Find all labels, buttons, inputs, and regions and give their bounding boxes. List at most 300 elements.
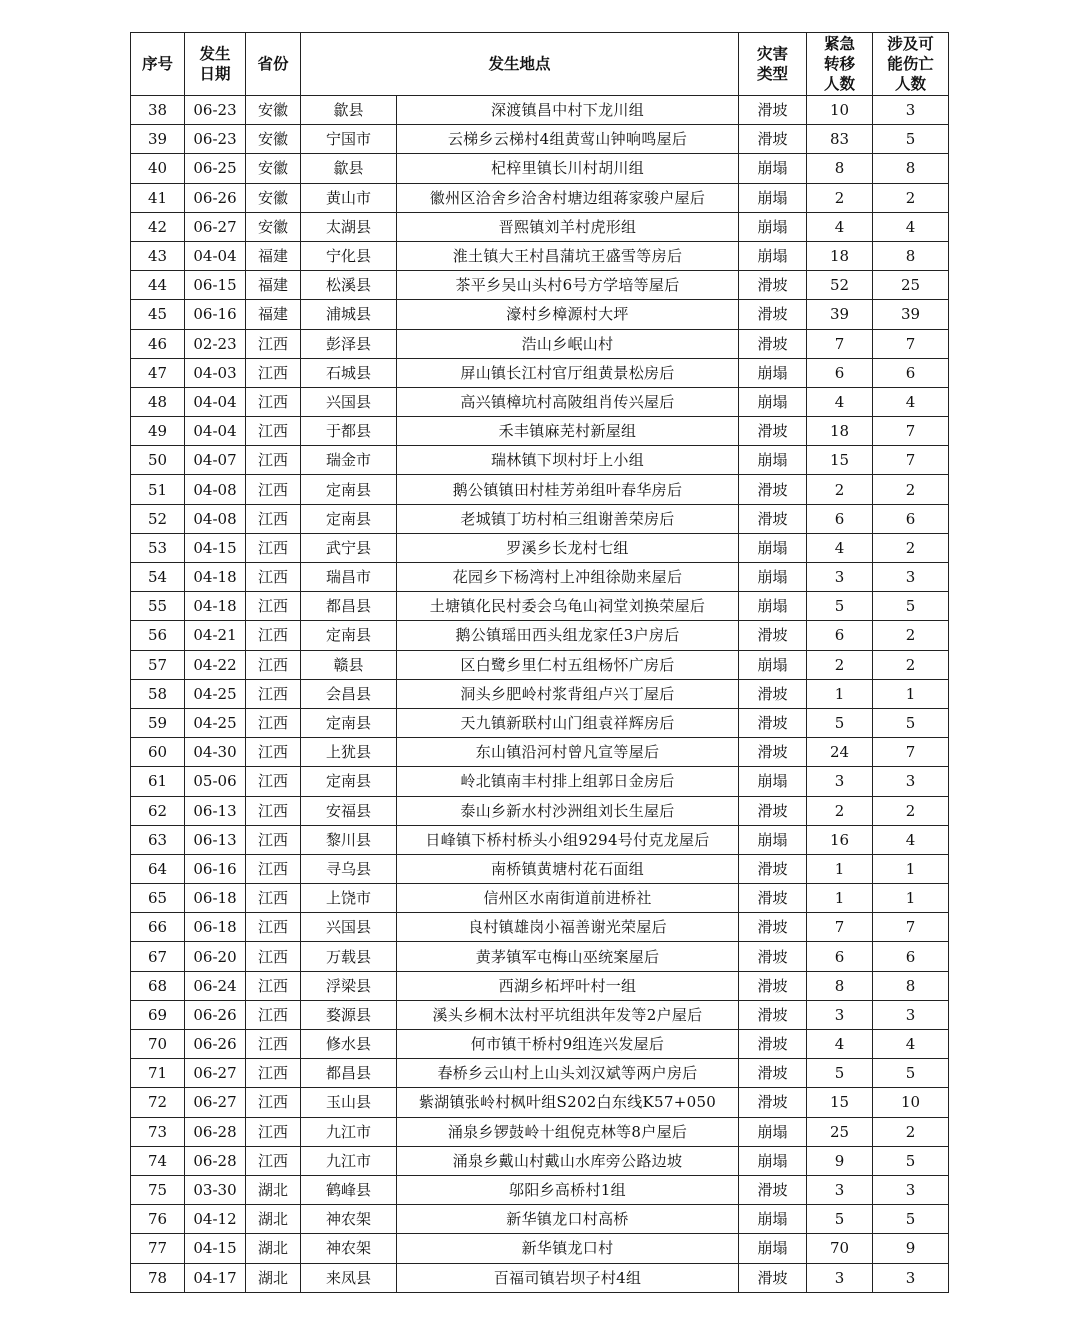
cell-county: 定南县 xyxy=(301,708,397,737)
cell-type: 崩塌 xyxy=(739,446,807,475)
cell-county: 会昌县 xyxy=(301,679,397,708)
table-row xyxy=(131,1088,949,1117)
cell-no: 64 xyxy=(131,854,185,883)
cell-place: 新华镇龙口村 xyxy=(397,1234,739,1263)
cell-casualties: 1 xyxy=(873,884,949,913)
cell-province: 江西 xyxy=(246,387,301,416)
cell-province: 安徽 xyxy=(246,125,301,154)
cell-date: 06-23 xyxy=(185,96,246,125)
cell-casualties: 2 xyxy=(873,533,949,562)
cell-date: 06-15 xyxy=(185,271,246,300)
cell-place: 屏山镇长江村官厅组黄景松房后 xyxy=(397,358,739,387)
cell-date: 06-13 xyxy=(185,796,246,825)
cell-date: 06-18 xyxy=(185,884,246,913)
cell-type: 滑坡 xyxy=(739,679,807,708)
header-date xyxy=(185,33,246,96)
cell-casualties: 10 xyxy=(873,1088,949,1117)
cell-county: 太湖县 xyxy=(301,212,397,241)
cell-province: 江西 xyxy=(246,1030,301,1059)
cell-province: 福建 xyxy=(246,241,301,270)
cell-evacuated: 4 xyxy=(807,1030,873,1059)
cell-county: 歙县 xyxy=(301,154,397,183)
table-row xyxy=(131,825,949,854)
cell-province: 安徽 xyxy=(246,212,301,241)
cell-no: 69 xyxy=(131,1000,185,1029)
cell-province: 江西 xyxy=(246,1146,301,1175)
cell-type: 崩塌 xyxy=(739,1146,807,1175)
cell-province: 江西 xyxy=(246,942,301,971)
table-row xyxy=(131,387,949,416)
cell-county: 定南县 xyxy=(301,767,397,796)
cell-date: 06-27 xyxy=(185,1088,246,1117)
table-row xyxy=(131,271,949,300)
cell-type: 崩塌 xyxy=(739,154,807,183)
cell-county: 彭泽县 xyxy=(301,329,397,358)
cell-province: 江西 xyxy=(246,329,301,358)
cell-county: 上犹县 xyxy=(301,738,397,767)
cell-date: 04-15 xyxy=(185,1234,246,1263)
cell-casualties: 2 xyxy=(873,475,949,504)
cell-province: 安徽 xyxy=(246,154,301,183)
cell-place: 鹅公镇瑶田西头组龙家任3户房后 xyxy=(397,621,739,650)
cell-county: 九江市 xyxy=(301,1117,397,1146)
cell-date: 06-13 xyxy=(185,825,246,854)
cell-date: 06-26 xyxy=(185,1000,246,1029)
cell-county: 定南县 xyxy=(301,475,397,504)
cell-no: 45 xyxy=(131,300,185,329)
cell-evacuated: 8 xyxy=(807,154,873,183)
cell-evacuated: 3 xyxy=(807,563,873,592)
cell-no: 50 xyxy=(131,446,185,475)
cell-no: 78 xyxy=(131,1263,185,1292)
table-row xyxy=(131,358,949,387)
cell-evacuated: 83 xyxy=(807,125,873,154)
cell-casualties: 5 xyxy=(873,1146,949,1175)
cell-evacuated: 25 xyxy=(807,1117,873,1146)
cell-evacuated: 8 xyxy=(807,971,873,1000)
header-location: 发生地点 xyxy=(301,33,739,96)
cell-place: 高兴镇樟坑村高陂组肖传兴屋后 xyxy=(397,387,739,416)
cell-casualties: 2 xyxy=(873,621,949,650)
table-row xyxy=(131,708,949,737)
table-row xyxy=(131,1117,949,1146)
cell-casualties: 8 xyxy=(873,154,949,183)
cell-place: 花园乡下杨湾村上冲组徐勋来屋后 xyxy=(397,563,739,592)
cell-province: 江西 xyxy=(246,884,301,913)
cell-no: 76 xyxy=(131,1205,185,1234)
cell-no: 74 xyxy=(131,1146,185,1175)
cell-evacuated: 7 xyxy=(807,329,873,358)
cell-place: 罗溪乡长龙村七组 xyxy=(397,533,739,562)
cell-date: 06-24 xyxy=(185,971,246,1000)
cell-place: 何市镇干桥村9组连兴发屋后 xyxy=(397,1030,739,1059)
cell-date: 06-23 xyxy=(185,125,246,154)
cell-province: 江西 xyxy=(246,446,301,475)
cell-evacuated: 2 xyxy=(807,650,873,679)
table-row xyxy=(131,96,949,125)
cell-no: 68 xyxy=(131,971,185,1000)
cell-date: 06-28 xyxy=(185,1146,246,1175)
cell-date: 04-30 xyxy=(185,738,246,767)
cell-date: 06-18 xyxy=(185,913,246,942)
cell-casualties: 7 xyxy=(873,913,949,942)
cell-place: 良村镇雄岗小福善谢光荣屋后 xyxy=(397,913,739,942)
cell-no: 72 xyxy=(131,1088,185,1117)
cell-type: 滑坡 xyxy=(739,1175,807,1204)
table-row xyxy=(131,241,949,270)
cell-type: 滑坡 xyxy=(739,1059,807,1088)
cell-evacuated: 4 xyxy=(807,387,873,416)
cell-no: 66 xyxy=(131,913,185,942)
cell-place: 土塘镇化民村委会乌龟山祠堂刘换荣屋后 xyxy=(397,592,739,621)
cell-place: 春桥乡云山村上山头刘汉斌等两户房后 xyxy=(397,1059,739,1088)
table-row xyxy=(131,854,949,883)
cell-province: 江西 xyxy=(246,592,301,621)
cell-type: 崩塌 xyxy=(739,241,807,270)
cell-evacuated: 5 xyxy=(807,1205,873,1234)
table-row xyxy=(131,475,949,504)
cell-type: 崩塌 xyxy=(739,592,807,621)
cell-province: 江西 xyxy=(246,1117,301,1146)
cell-county: 黎川县 xyxy=(301,825,397,854)
table-row xyxy=(131,533,949,562)
cell-type: 崩塌 xyxy=(739,767,807,796)
header-casualties-text: 涉及可 能伤亡 人数 xyxy=(887,34,934,93)
cell-place: 东山镇沿河村曾凡宣等屋后 xyxy=(397,738,739,767)
cell-casualties: 8 xyxy=(873,971,949,1000)
cell-type: 滑坡 xyxy=(739,738,807,767)
cell-casualties: 5 xyxy=(873,1059,949,1088)
cell-place: 百福司镇岩坝子村4组 xyxy=(397,1263,739,1292)
cell-province: 江西 xyxy=(246,825,301,854)
cell-county: 上饶市 xyxy=(301,884,397,913)
cell-casualties: 8 xyxy=(873,241,949,270)
header-province: 省份 xyxy=(246,33,301,96)
cell-county: 瑞昌市 xyxy=(301,563,397,592)
table-row xyxy=(131,329,949,358)
cell-date: 04-04 xyxy=(185,241,246,270)
cell-evacuated: 3 xyxy=(807,1175,873,1204)
cell-casualties: 2 xyxy=(873,1117,949,1146)
cell-county: 九江市 xyxy=(301,1146,397,1175)
cell-type: 崩塌 xyxy=(739,387,807,416)
cell-casualties: 39 xyxy=(873,300,949,329)
cell-type: 滑坡 xyxy=(739,1000,807,1029)
cell-province: 江西 xyxy=(246,650,301,679)
cell-type: 滑坡 xyxy=(739,125,807,154)
cell-evacuated: 5 xyxy=(807,592,873,621)
table-row xyxy=(131,563,949,592)
cell-place: 泰山乡新水村沙洲组刘长生屋后 xyxy=(397,796,739,825)
table-row xyxy=(131,417,949,446)
cell-no: 41 xyxy=(131,183,185,212)
cell-province: 湖北 xyxy=(246,1175,301,1204)
table-row xyxy=(131,1205,949,1234)
cell-place: 老城镇丁坊村柏三组谢善荣房后 xyxy=(397,504,739,533)
cell-no: 43 xyxy=(131,241,185,270)
cell-province: 江西 xyxy=(246,475,301,504)
cell-place: 茶平乡吴山头村6号方学培等屋后 xyxy=(397,271,739,300)
cell-no: 55 xyxy=(131,592,185,621)
table-row xyxy=(131,738,949,767)
cell-county: 寻乌县 xyxy=(301,854,397,883)
cell-province: 江西 xyxy=(246,563,301,592)
cell-no: 75 xyxy=(131,1175,185,1204)
table-row xyxy=(131,504,949,533)
cell-evacuated: 15 xyxy=(807,446,873,475)
cell-province: 江西 xyxy=(246,1088,301,1117)
header-type xyxy=(739,33,807,96)
cell-date: 04-25 xyxy=(185,679,246,708)
cell-no: 56 xyxy=(131,621,185,650)
cell-place: 鹅公镇镇田村桂芳弟组叶春华房后 xyxy=(397,475,739,504)
cell-province: 湖北 xyxy=(246,1263,301,1292)
cell-county: 定南县 xyxy=(301,621,397,650)
cell-no: 53 xyxy=(131,533,185,562)
cell-no: 46 xyxy=(131,329,185,358)
cell-place: 浩山乡岷山村 xyxy=(397,329,739,358)
cell-date: 04-15 xyxy=(185,533,246,562)
cell-date: 04-17 xyxy=(185,1263,246,1292)
cell-type: 崩塌 xyxy=(739,1205,807,1234)
cell-evacuated: 9 xyxy=(807,1146,873,1175)
cell-type: 滑坡 xyxy=(739,971,807,1000)
cell-province: 江西 xyxy=(246,796,301,825)
cell-province: 江西 xyxy=(246,504,301,533)
table-row xyxy=(131,1146,949,1175)
cell-county: 万载县 xyxy=(301,942,397,971)
cell-casualties: 25 xyxy=(873,271,949,300)
cell-type: 滑坡 xyxy=(739,1088,807,1117)
cell-county: 神农架 xyxy=(301,1205,397,1234)
cell-type: 滑坡 xyxy=(739,96,807,125)
cell-date: 04-08 xyxy=(185,504,246,533)
table-row xyxy=(131,154,949,183)
cell-type: 崩塌 xyxy=(739,563,807,592)
cell-date: 04-04 xyxy=(185,417,246,446)
cell-place: 禾丰镇麻芜村新屋组 xyxy=(397,417,739,446)
cell-evacuated: 39 xyxy=(807,300,873,329)
cell-place: 南桥镇黄塘村花石面组 xyxy=(397,854,739,883)
cell-casualties: 5 xyxy=(873,1205,949,1234)
cell-place: 涌泉乡戴山村戴山水库旁公路边坡 xyxy=(397,1146,739,1175)
cell-county: 修水县 xyxy=(301,1030,397,1059)
cell-no: 70 xyxy=(131,1030,185,1059)
cell-county: 都昌县 xyxy=(301,1059,397,1088)
cell-province: 江西 xyxy=(246,708,301,737)
cell-place: 日峰镇下桥村桥头小组9294号付克龙屋后 xyxy=(397,825,739,854)
table-row xyxy=(131,1175,949,1204)
cell-casualties: 4 xyxy=(873,387,949,416)
cell-county: 宁化县 xyxy=(301,241,397,270)
table-body xyxy=(131,96,949,1293)
disaster-table xyxy=(130,32,949,1293)
table-row xyxy=(131,796,949,825)
cell-date: 06-26 xyxy=(185,1030,246,1059)
cell-casualties: 6 xyxy=(873,358,949,387)
cell-casualties: 3 xyxy=(873,767,949,796)
cell-type: 滑坡 xyxy=(739,504,807,533)
cell-type: 崩塌 xyxy=(739,1234,807,1263)
cell-casualties: 7 xyxy=(873,738,949,767)
cell-county: 神农架 xyxy=(301,1234,397,1263)
cell-place: 徽州区洽舍乡洽舍村塘边组蒋家骏户屋后 xyxy=(397,183,739,212)
cell-place: 新华镇龙口村高桥 xyxy=(397,1205,739,1234)
header-type-text: 灾害 类型 xyxy=(757,44,789,83)
cell-casualties: 7 xyxy=(873,446,949,475)
cell-evacuated: 52 xyxy=(807,271,873,300)
cell-county: 安福县 xyxy=(301,796,397,825)
cell-type: 崩塌 xyxy=(739,650,807,679)
cell-type: 崩塌 xyxy=(739,358,807,387)
cell-province: 福建 xyxy=(246,300,301,329)
cell-type: 崩塌 xyxy=(739,212,807,241)
cell-place: 濠村乡樟源村大坪 xyxy=(397,300,739,329)
cell-evacuated: 6 xyxy=(807,358,873,387)
cell-casualties: 2 xyxy=(873,796,949,825)
table-row xyxy=(131,913,949,942)
cell-no: 44 xyxy=(131,271,185,300)
cell-date: 04-03 xyxy=(185,358,246,387)
cell-county: 浮梁县 xyxy=(301,971,397,1000)
cell-province: 江西 xyxy=(246,417,301,446)
cell-place: 杞梓里镇长川村胡川组 xyxy=(397,154,739,183)
cell-place: 岭北镇南丰村排上组郭日金房后 xyxy=(397,767,739,796)
cell-type: 滑坡 xyxy=(739,300,807,329)
cell-casualties: 3 xyxy=(873,1000,949,1029)
cell-evacuated: 6 xyxy=(807,942,873,971)
cell-date: 04-08 xyxy=(185,475,246,504)
cell-casualties: 2 xyxy=(873,183,949,212)
cell-casualties: 4 xyxy=(873,1030,949,1059)
cell-type: 滑坡 xyxy=(739,1030,807,1059)
cell-casualties: 6 xyxy=(873,942,949,971)
table-row xyxy=(131,446,949,475)
cell-province: 江西 xyxy=(246,621,301,650)
header-evacuated xyxy=(807,33,873,96)
cell-no: 51 xyxy=(131,475,185,504)
cell-date: 03-30 xyxy=(185,1175,246,1204)
cell-county: 歙县 xyxy=(301,96,397,125)
cell-evacuated: 5 xyxy=(807,708,873,737)
cell-type: 滑坡 xyxy=(739,913,807,942)
table-row xyxy=(131,125,949,154)
cell-type: 滑坡 xyxy=(739,884,807,913)
cell-evacuated: 2 xyxy=(807,183,873,212)
cell-evacuated: 6 xyxy=(807,621,873,650)
cell-county: 松溪县 xyxy=(301,271,397,300)
cell-date: 05-06 xyxy=(185,767,246,796)
table-row xyxy=(131,621,949,650)
cell-no: 63 xyxy=(131,825,185,854)
cell-casualties: 4 xyxy=(873,825,949,854)
cell-county: 武宁县 xyxy=(301,533,397,562)
cell-type: 滑坡 xyxy=(739,475,807,504)
header-evacuated-text: 紧急 转移 人数 xyxy=(824,34,856,93)
cell-casualties: 5 xyxy=(873,125,949,154)
cell-casualties: 3 xyxy=(873,1263,949,1292)
table-row xyxy=(131,300,949,329)
cell-no: 77 xyxy=(131,1234,185,1263)
table-row xyxy=(131,679,949,708)
cell-no: 58 xyxy=(131,679,185,708)
cell-county: 赣县 xyxy=(301,650,397,679)
table-row xyxy=(131,1059,949,1088)
cell-evacuated: 6 xyxy=(807,504,873,533)
cell-evacuated: 4 xyxy=(807,533,873,562)
cell-province: 安徽 xyxy=(246,183,301,212)
cell-date: 04-25 xyxy=(185,708,246,737)
table-row xyxy=(131,767,949,796)
cell-county: 鹤峰县 xyxy=(301,1175,397,1204)
cell-date: 02-23 xyxy=(185,329,246,358)
cell-no: 71 xyxy=(131,1059,185,1088)
cell-evacuated: 3 xyxy=(807,1000,873,1029)
cell-type: 崩塌 xyxy=(739,183,807,212)
cell-place: 洞头乡肥岭村浆背组卢兴丁屋后 xyxy=(397,679,739,708)
cell-date: 06-26 xyxy=(185,183,246,212)
table-row xyxy=(131,1000,949,1029)
cell-place: 深渡镇昌中村下龙川组 xyxy=(397,96,739,125)
cell-province: 江西 xyxy=(246,913,301,942)
cell-county: 宁国市 xyxy=(301,125,397,154)
cell-no: 52 xyxy=(131,504,185,533)
cell-evacuated: 2 xyxy=(807,475,873,504)
cell-province: 湖北 xyxy=(246,1234,301,1263)
cell-date: 04-18 xyxy=(185,592,246,621)
cell-type: 滑坡 xyxy=(739,854,807,883)
cell-date: 06-27 xyxy=(185,212,246,241)
cell-evacuated: 3 xyxy=(807,767,873,796)
cell-no: 60 xyxy=(131,738,185,767)
cell-date: 04-04 xyxy=(185,387,246,416)
cell-type: 滑坡 xyxy=(739,796,807,825)
cell-province: 江西 xyxy=(246,358,301,387)
header-casualties xyxy=(873,33,949,96)
table-row xyxy=(131,1030,949,1059)
cell-county: 都昌县 xyxy=(301,592,397,621)
cell-date: 06-20 xyxy=(185,942,246,971)
cell-place: 紫湖镇张岭村枫叶组S202白东线K57+050 xyxy=(397,1088,739,1117)
cell-county: 兴国县 xyxy=(301,387,397,416)
table-row xyxy=(131,1263,949,1292)
cell-type: 滑坡 xyxy=(739,708,807,737)
cell-casualties: 6 xyxy=(873,504,949,533)
cell-evacuated: 70 xyxy=(807,1234,873,1263)
table-row xyxy=(131,1234,949,1263)
cell-casualties: 1 xyxy=(873,679,949,708)
cell-place: 云梯乡云梯村4组黄莺山钟响鸣屋后 xyxy=(397,125,739,154)
cell-no: 49 xyxy=(131,417,185,446)
cell-casualties: 4 xyxy=(873,212,949,241)
cell-type: 滑坡 xyxy=(739,417,807,446)
cell-county: 来凤县 xyxy=(301,1263,397,1292)
header-date-text: 发生 日期 xyxy=(199,44,231,83)
cell-no: 65 xyxy=(131,884,185,913)
table-row xyxy=(131,884,949,913)
cell-casualties: 1 xyxy=(873,854,949,883)
cell-evacuated: 16 xyxy=(807,825,873,854)
table-row xyxy=(131,971,949,1000)
cell-type: 崩塌 xyxy=(739,1117,807,1146)
cell-evacuated: 1 xyxy=(807,884,873,913)
cell-county: 玉山县 xyxy=(301,1088,397,1117)
cell-type: 滑坡 xyxy=(739,621,807,650)
cell-evacuated: 1 xyxy=(807,854,873,883)
cell-type: 滑坡 xyxy=(739,942,807,971)
table-row xyxy=(131,592,949,621)
table-row xyxy=(131,650,949,679)
